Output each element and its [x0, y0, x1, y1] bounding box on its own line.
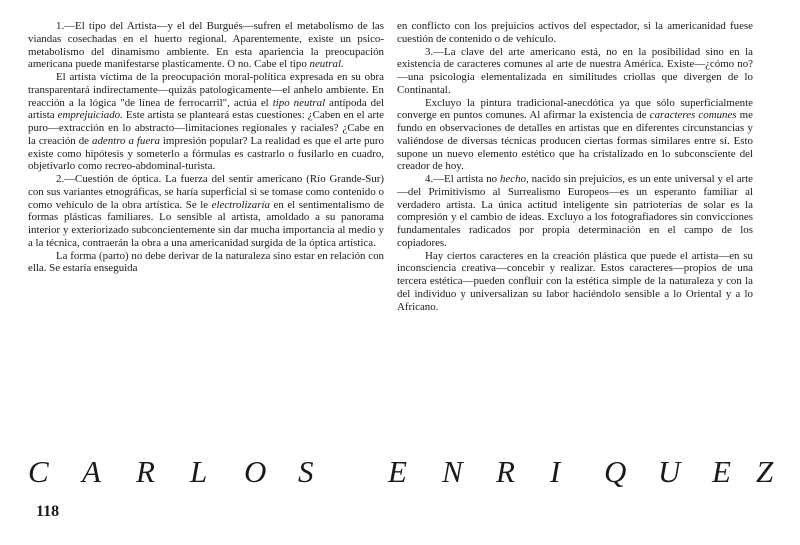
author-last-name-letter: E: [388, 454, 407, 489]
text-run: impresión popular? La realidad es que el arte puro existe como hipótesis y someterlo a fórmulas es castrarlo o fusilarlo en cuadro, objetivarlo como recreo-abdominal-turista.: [28, 134, 384, 173]
paragraph: [28, 71, 384, 173]
text-run: 4.—El artista no: [425, 173, 501, 185]
page-number: 118: [36, 503, 60, 520]
text-run: en conflicto con los prejuicios activos del espectador, si la americanidad fuese cuestión de contenido o de vehículo.: [397, 20, 753, 45]
left-column: [28, 20, 384, 275]
text-run: nacido sin prejuicios, es un ente universal y el arte—del Primitivismo al Surrealismo Europeos—es un esperanto familiar al verdadero artista. La única actitud inteligente sin patrioterías de solar es la compresión y el cambio de ideas. Excluyo a los fotografiadores sin convicciones fundamentales radicados por propia determinación en el campo de los copiadores.: [397, 173, 754, 249]
author-last-name-letter: Z: [756, 454, 774, 489]
text-run: Hay ciertos caracteres en la creación plástica que puede el artista—en su inconsciencia creativa—concebir y realizar. Estos caracteres—propios de una tercera estética—pueden confluir con la estética simple de la naturaleza y con la del individuo y universalizan su labor haciéndolo sensible a lo Oriental y a lo Africano.: [397, 249, 753, 313]
author-last-name-letter: Q: [604, 454, 627, 489]
italic-text: hecho,: [500, 173, 529, 185]
italic-text: adentro a fuera: [92, 134, 160, 147]
paragraph: [397, 250, 753, 314]
paragraph: [28, 250, 384, 276]
paragraph: [28, 173, 384, 250]
author-last-name-letter: E: [712, 454, 731, 489]
author-last-name-letter: R: [496, 454, 515, 489]
text-run: Excluyo la pintura tradicional-anecdótica ya que sólo superficialmente converge en puntos comunes. Al afirmar la existencia de: [397, 96, 753, 122]
author-first-name-letter: C: [28, 454, 49, 489]
italic-text: caracteres comunes: [649, 109, 737, 122]
author-last-name-letter: U: [658, 454, 681, 489]
paragraph: [28, 20, 384, 71]
author-first-name-letter: R: [136, 454, 155, 489]
text-run: La forma (parto) no debe derivar de la naturaleza sino estar en relación con ella. Se estaría enseguida: [28, 249, 384, 275]
italic-text: electrolizaría: [211, 198, 270, 211]
author-first-name-letter: A: [82, 454, 101, 489]
author-first-name-letter: S: [298, 454, 314, 489]
right-column: [397, 20, 753, 313]
text-run: 2.—Cuestión de óptica. La fuerza del sentir americano (Río Grande-Sur) con sus variantes etnográficas, se haría superficial si se tomase como contenido o como vehículo de la obra artística. Se le: [28, 173, 384, 211]
author-last-name-letter: N: [442, 454, 463, 489]
italic-text: tipo neutral: [272, 96, 326, 109]
italic-text: neutral.: [309, 58, 344, 71]
text-run: Este artista se planteará estas cuestiones: ¿Caben en el arte puro—extracción en lo abstracto—limitaciones regionales y raciales? ¿Cabe en la creación de: [28, 109, 384, 147]
author-last-name-letter: I: [550, 454, 561, 489]
paragraph: [397, 97, 753, 174]
italic-text: emprejuiciado.: [57, 109, 123, 122]
paragraph: [397, 20, 753, 46]
author-first-name-letter: L: [190, 454, 208, 489]
text-run: en el sentimentalismo de formas plásticas familiares. Lo sensible al artista, amoldado a su panorama interior y exteriorizado subconcientemente sin dar mucha importancia al medio y a la técnica, contraerán la obra a una americanidad surgida de la óptica artística.: [28, 198, 384, 249]
text-run: me fundo en observaciones de detalles en artistas que en diferentes circunstancias y valiéndose de diversas técnicas producen ciertas formas similares entre sí. Esto supone un nuevo elemento estético que ha cristalizado en lo subconsciente del creador de hoy.: [397, 109, 753, 173]
text-run: 3.—La clave del arte americano está, no en la posibilidad sino en la existencia de caracteres comunes al arte de nuestra América. Existe—¿cómo no?—una psicología elementalizada en similitudes criollas que divergen de lo Continantal.: [397, 45, 753, 96]
text-run: 1.—El tipo del Artista—y el del Burgués—sufren el metabolismo de las viandas cosechadas en el huerto regional. Aparentemente, existe un psico-metabolismo del dinamismo ambiente. En esta apariencia la preocupación americana puede manifestarse plasticamente. O no. Cabe el tipo: [28, 20, 384, 71]
paragraph: [397, 46, 753, 97]
paragraph: [397, 173, 753, 250]
author-name: [28, 454, 772, 494]
text-run: El artista víctima de la preocupación moral-política expresada en su obra transparentará indirectamente—quizás patologicamente—el anhelo ambiente. En reacción a la lógica "de línea de ferrocarril", actúa el: [28, 71, 384, 109]
author-first-name-letter: O: [244, 454, 267, 489]
text-run: antípoda del artista: [28, 96, 384, 122]
